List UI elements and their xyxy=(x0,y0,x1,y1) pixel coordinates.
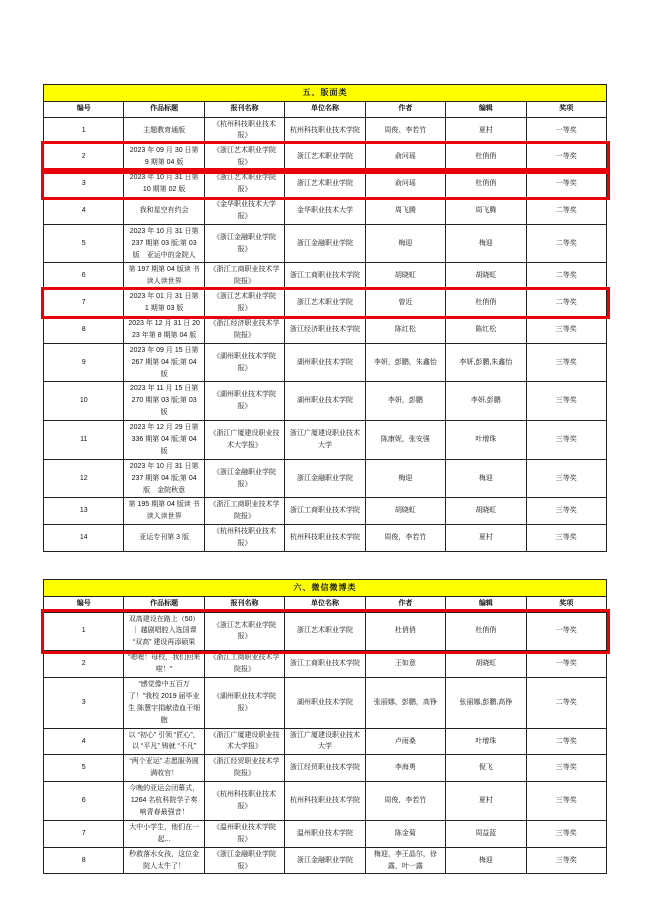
award: 三等奖 xyxy=(526,421,606,460)
organization-name: 杭州科技职业技术学院 xyxy=(285,117,365,144)
column-header: 奖项 xyxy=(526,596,606,612)
author: 俞问瑶 xyxy=(365,171,445,198)
publication-name: 《杭州科技职业技术报》 xyxy=(204,525,284,552)
publication-name: 《浙江工商职业技术学院报》 xyxy=(204,263,284,290)
award: 三等奖 xyxy=(526,498,606,525)
author: 梅迎 xyxy=(365,459,445,498)
work-title: 我和星空有约会 xyxy=(124,197,204,224)
awards-table-wechat-weibo-category xyxy=(43,579,607,874)
publication-name: 《浙江金融职业学院报》 xyxy=(204,224,284,263)
editor: 杜俏俏 xyxy=(446,612,526,651)
work-title: 2023 年 10 月 31 日第 237 期第 03 版;第 03 版 亚运中的金院人 xyxy=(124,224,204,263)
author: 卢雨桑 xyxy=(365,728,445,755)
organization-name: 浙江艺术职业学院 xyxy=(285,290,365,317)
row-number: 1 xyxy=(44,117,124,144)
row-number: 3 xyxy=(44,171,124,198)
table-row xyxy=(44,651,607,678)
editor: 梅迎 xyxy=(446,224,526,263)
table-row xyxy=(44,459,607,498)
author: 梅迎 xyxy=(365,224,445,263)
organization-name: 浙江工商职业技术学院 xyxy=(285,651,365,678)
column-header-row xyxy=(44,101,607,117)
row-number: 2 xyxy=(44,144,124,171)
work-title: 秒救落水女孩，这位金院人太牛了！ xyxy=(124,847,204,874)
publication-name: 《杭州科技职业技术报》 xyxy=(204,782,284,821)
organization-name: 浙江金融职业学院 xyxy=(285,459,365,498)
work-title: 2023 年 11 月 15 日第 270 期第 03 版;第 03 版 xyxy=(124,382,204,421)
award: 三等奖 xyxy=(526,782,606,821)
author: 李海勇 xyxy=(365,755,445,782)
award: 三等奖 xyxy=(526,459,606,498)
award: 二等奖 xyxy=(526,728,606,755)
publication-name: 《浙江工商职业技术学院报》 xyxy=(204,498,284,525)
organization-name: 浙江广厦建设职业技术大学 xyxy=(285,421,365,460)
row-number: 7 xyxy=(44,820,124,847)
work-title: 2023 年 09 月 30 日第 9 期第 04 版 xyxy=(124,144,204,171)
table-row xyxy=(44,678,607,729)
award: 二等奖 xyxy=(526,263,606,290)
award: 一等奖 xyxy=(526,651,606,678)
organization-name: 浙江经贸职业技术学院 xyxy=(285,755,365,782)
publication-name: 《浙江艺术职业学院报》 xyxy=(204,290,284,317)
publication-name: 《杭州科技职业技术报》 xyxy=(204,117,284,144)
row-number: 7 xyxy=(44,290,124,317)
organization-name: 金华职业技术大学 xyxy=(285,197,365,224)
work-title: 今晚的亚运会闭幕式，1264 名杭科院学子奏响青春最强音！ xyxy=(124,782,204,821)
column-header: 报刊名称 xyxy=(204,101,284,117)
editor: 梅迎 xyxy=(446,847,526,874)
publication-name: 《浙江经济职业技术学院报》 xyxy=(204,316,284,343)
editor: 杜俏俏 xyxy=(446,290,526,317)
publication-name: 《浙江工商职业技术学院报》 xyxy=(204,651,284,678)
row-number: 2 xyxy=(44,651,124,678)
work-title: 大中小学生，他们在一起... xyxy=(124,820,204,847)
publication-name: 《浙江艺术职业学院报》 xyxy=(204,612,284,651)
publication-name: 《金华职业技术大学报》 xyxy=(204,197,284,224)
editor: 李妍,彭鹏,朱鑫怡 xyxy=(446,343,526,382)
table-row xyxy=(44,728,607,755)
publication-name: 《湖州职业技术学院报》 xyxy=(204,382,284,421)
table-row xyxy=(44,847,607,874)
editor: 张丽娜,彭鹏,高铮 xyxy=(446,678,526,729)
editor: 叶增珠 xyxy=(446,728,526,755)
column-header: 报刊名称 xyxy=(204,596,284,612)
author: 胡晓虹 xyxy=(365,498,445,525)
award: 三等奖 xyxy=(526,316,606,343)
table-row xyxy=(44,224,607,263)
column-header: 编号 xyxy=(44,596,124,612)
author: 张丽娜，彭鹏，高铮 xyxy=(365,678,445,729)
editor: 夏村 xyxy=(446,782,526,821)
section-title: 五、版面类 xyxy=(44,85,607,102)
work-title: 第 195 期第 04 版读 书读人读世界 xyxy=(124,498,204,525)
column-header: 作者 xyxy=(365,596,445,612)
author: 周俊、李若竹 xyxy=(365,117,445,144)
column-header: 作品标题 xyxy=(124,101,204,117)
editor: 梅迎 xyxy=(446,459,526,498)
organization-name: 浙江金融职业学院 xyxy=(285,847,365,874)
award: 三等奖 xyxy=(526,525,606,552)
award: 三等奖 xyxy=(526,382,606,421)
award: 一等奖 xyxy=(526,612,606,651)
work-title: “感觉像中五百万了！”我校 2019 届毕业生 陈慧宇捐献造血干细胞 xyxy=(124,678,204,729)
publication-name: 《浙江经贸职业技术学院报》 xyxy=(204,755,284,782)
section-title-row xyxy=(44,579,607,596)
organization-name: 湖州职业技术学院 xyxy=(285,678,365,729)
author: 俞问瑶 xyxy=(365,144,445,171)
author: 杜俏俏 xyxy=(365,612,445,651)
author: 王如意 xyxy=(365,651,445,678)
publication-name: 《浙江广厦建设职业技术大学报》 xyxy=(204,421,284,460)
row-number: 8 xyxy=(44,316,124,343)
table-row xyxy=(44,382,607,421)
author: 陈金菊 xyxy=(365,820,445,847)
table-row-highlighted xyxy=(44,171,607,198)
publication-name: 《湖州职业技术学院报》 xyxy=(204,343,284,382)
row-number: 6 xyxy=(44,263,124,290)
award: 三等奖 xyxy=(526,755,606,782)
work-title: 第 197 期第 04 版读 书读人读世界 xyxy=(124,263,204,290)
organization-name: 湖州职业技术学院 xyxy=(285,343,365,382)
publication-name: 《浙江艺术职业学院报》 xyxy=(204,171,284,198)
editor: 陈红松 xyxy=(446,316,526,343)
organization-name: 浙江艺术职业学院 xyxy=(285,612,365,651)
work-title: 2023 年 09 月 15 日第 267 期第 04 版;第 04 版 xyxy=(124,343,204,382)
award: 二等奖 xyxy=(526,197,606,224)
table-row xyxy=(44,421,607,460)
work-title: “嗯喔！母校，我们回来啦！” xyxy=(124,651,204,678)
editor: 周飞腾 xyxy=(446,197,526,224)
award: 二等奖 xyxy=(526,224,606,263)
work-title: 亚运专刊第 3 版 xyxy=(124,525,204,552)
organization-name: 杭州科技职业技术学院 xyxy=(285,525,365,552)
author: 梅迎，李王晶尔，徐露，叶一露 xyxy=(365,847,445,874)
table-row xyxy=(44,820,607,847)
table-row xyxy=(44,755,607,782)
award: 二等奖 xyxy=(526,678,606,729)
organization-name: 浙江广厦建设职业技术大学 xyxy=(285,728,365,755)
work-title: 2023 年 12 月 31 日 2023 年第 8 期第 04 版 xyxy=(124,316,204,343)
award: 三等奖 xyxy=(526,820,606,847)
editor: 杜俏俏 xyxy=(446,144,526,171)
editor: 胡晓虹 xyxy=(446,263,526,290)
organization-name: 杭州科技职业技术学院 xyxy=(285,782,365,821)
author: 曾近 xyxy=(365,290,445,317)
organization-name: 浙江工商职业技术学院 xyxy=(285,498,365,525)
column-header: 单位名称 xyxy=(285,101,365,117)
organization-name: 浙江艺术职业学院 xyxy=(285,144,365,171)
author: 胡晓虹 xyxy=(365,263,445,290)
publication-name: 《浙江金融职业学院报》 xyxy=(204,459,284,498)
row-number: 6 xyxy=(44,782,124,821)
row-number: 14 xyxy=(44,525,124,552)
editor: 胡晓虹 xyxy=(446,651,526,678)
award: 三等奖 xyxy=(526,847,606,874)
row-number: 12 xyxy=(44,459,124,498)
table-row-highlighted xyxy=(44,144,607,171)
publication-name: 《温州职业技术学院报》 xyxy=(204,820,284,847)
column-header: 编辑 xyxy=(446,596,526,612)
column-header: 编辑 xyxy=(446,101,526,117)
author: 李妍，彭鹏 xyxy=(365,382,445,421)
work-title: 2023 年 10 月 31 日第 237 期第 04 版;第 04 版 金院秋意 xyxy=(124,459,204,498)
publication-name: 《湖州职业技术学院报》 xyxy=(204,678,284,729)
column-header-row xyxy=(44,596,607,612)
table-row xyxy=(44,316,607,343)
work-title: 双高建设在路上（50）｜ 越剧唱腔入选国课 “双高” 建设再添硕果 xyxy=(124,612,204,651)
row-number: 3 xyxy=(44,678,124,729)
work-title: 2023 年 01 月 31 日第 1 期第 03 版 xyxy=(124,290,204,317)
row-number: 9 xyxy=(44,343,124,382)
section-title-row xyxy=(44,85,607,102)
author: 周飞腾 xyxy=(365,197,445,224)
author: 周俊，李若竹 xyxy=(365,782,445,821)
row-number: 1 xyxy=(44,612,124,651)
table-row xyxy=(44,343,607,382)
organization-name: 浙江工商职业技术学院 xyxy=(285,263,365,290)
row-number: 11 xyxy=(44,421,124,460)
editor: 叶增珠 xyxy=(446,421,526,460)
author: 周俊，李若竹 xyxy=(365,525,445,552)
award: 一等奖 xyxy=(526,144,606,171)
publication-name: 《浙江金融职业学院报》 xyxy=(204,847,284,874)
publication-name: 《浙江艺术职业学院报》 xyxy=(204,144,284,171)
row-number: 5 xyxy=(44,224,124,263)
editor: 李妍,彭鹏 xyxy=(446,382,526,421)
row-number: 8 xyxy=(44,847,124,874)
awards-table-layout-category xyxy=(43,84,607,552)
editor: 夏村 xyxy=(446,525,526,552)
table-row-highlighted xyxy=(44,612,607,651)
publication-name: 《浙江广厦建设职业技术大学报》 xyxy=(204,728,284,755)
editor: 倪飞 xyxy=(446,755,526,782)
author: 陈康妮，张安强 xyxy=(365,421,445,460)
editor: 周益蓝 xyxy=(446,820,526,847)
row-number: 13 xyxy=(44,498,124,525)
award: 一等奖 xyxy=(526,171,606,198)
column-header: 编号 xyxy=(44,101,124,117)
organization-name: 温州职业技术学院 xyxy=(285,820,365,847)
author: 李妍，彭鹏，朱鑫怡 xyxy=(365,343,445,382)
editor: 夏村 xyxy=(446,117,526,144)
work-title: 2023 年 10 月 31 日第 10 期第 02 版 xyxy=(124,171,204,198)
table-row xyxy=(44,263,607,290)
award: 二等奖 xyxy=(526,290,606,317)
award: 一等奖 xyxy=(526,117,606,144)
work-title: “两个亚运” 志愿服务圆满收官！ xyxy=(124,755,204,782)
row-number: 4 xyxy=(44,197,124,224)
section-title: 六、微信微博类 xyxy=(44,579,607,596)
column-header: 奖项 xyxy=(526,101,606,117)
row-number: 4 xyxy=(44,728,124,755)
column-header: 作品标题 xyxy=(124,596,204,612)
table-gap xyxy=(43,552,607,579)
column-header: 作者 xyxy=(365,101,445,117)
editor: 胡晓虹 xyxy=(446,498,526,525)
award: 三等奖 xyxy=(526,343,606,382)
column-header: 单位名称 xyxy=(285,596,365,612)
row-number: 5 xyxy=(44,755,124,782)
work-title: 2023 年 12 月 29 日第 336 期第 04 版;第 04 版 xyxy=(124,421,204,460)
table-row xyxy=(44,197,607,224)
organization-name: 浙江经济职业技术学院 xyxy=(285,316,365,343)
table-row xyxy=(44,117,607,144)
organization-name: 湖州职业技术学院 xyxy=(285,382,365,421)
table-row xyxy=(44,782,607,821)
organization-name: 浙江金融职业学院 xyxy=(285,224,365,263)
table-row xyxy=(44,498,607,525)
editor: 杜俏俏 xyxy=(446,171,526,198)
work-title: 主题教育通版 xyxy=(124,117,204,144)
table-row-highlighted xyxy=(44,290,607,317)
row-number: 10 xyxy=(44,382,124,421)
author: 陈红松 xyxy=(365,316,445,343)
organization-name: 浙江艺术职业学院 xyxy=(285,171,365,198)
table-row xyxy=(44,525,607,552)
work-title: 以 “初心” 引领 “匠心”，以 “平凡” 铸就 “不凡” xyxy=(124,728,204,755)
